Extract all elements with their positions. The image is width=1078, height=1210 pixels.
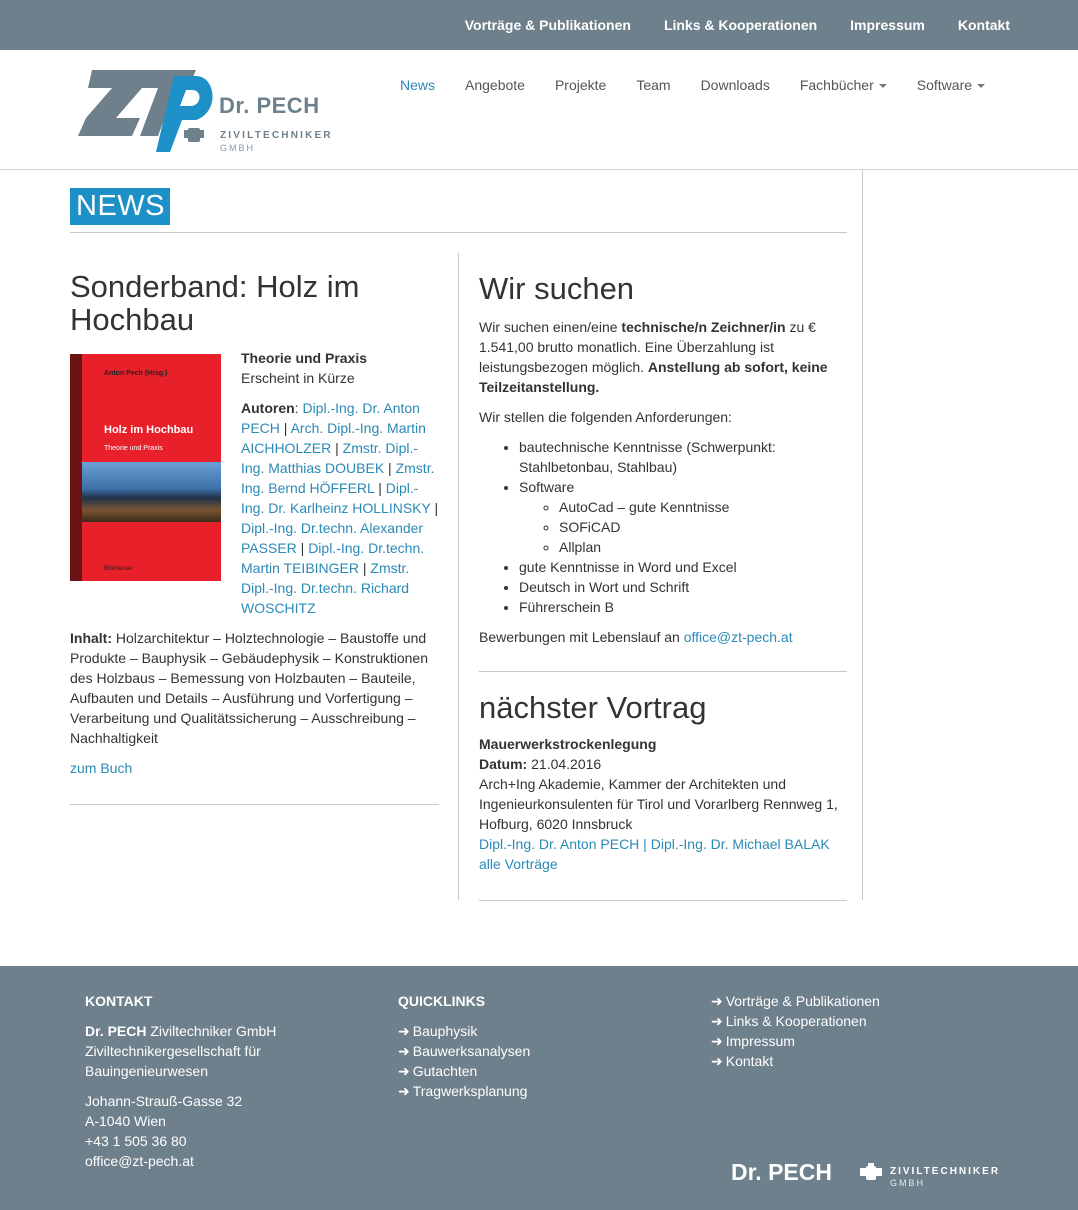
arrow-right-icon: ➜	[398, 1083, 410, 1099]
author-separator: |	[430, 500, 439, 516]
caret-down-icon	[879, 84, 887, 88]
book-status: Erscheint in Kürze	[241, 370, 355, 386]
jobs-terms: Anstellung ab sofort, keine Teilzeitanstellung.	[479, 359, 828, 395]
top-bar	[0, 0, 1078, 50]
logo-subtitle: ZIVILTECHNIKER	[220, 130, 333, 141]
talk-date-label: Datum:	[479, 756, 528, 772]
author-link[interactable]: Dipl.-Ing. Dr.techn. Alexander PASSER	[241, 520, 424, 556]
book-title: Sonderband: Holz im Hochbau	[70, 269, 360, 337]
book-cover-image	[70, 354, 221, 581]
footer-quicklinks-heading: QUICKLINKS	[398, 993, 486, 1009]
author-separator: |	[331, 440, 343, 456]
quicklinks-list	[398, 1021, 648, 1101]
quicklink-bauphysik[interactable]: ➜ Bauphysik	[398, 1023, 478, 1039]
divider	[479, 671, 847, 672]
top-nav-kontakt[interactable]: Kontakt	[957, 17, 1010, 33]
author-link[interactable]: Dipl.-Ing. Dr.techn. Martin TEIBINGER	[241, 540, 425, 576]
list-item: • gute Kenntnisse in Word und Excel	[519, 557, 847, 577]
footer-logo	[731, 1159, 1001, 1192]
footer-link-kontakt[interactable]: ➜ Kontakt	[711, 1053, 774, 1069]
author-link[interactable]: Dipl.-Ing. Dr. Karlheinz HOLLINSKY	[241, 480, 431, 516]
list-item	[519, 477, 847, 557]
talk-location: Arch+Ing Akademie, Kammer der Architekten und Ingenieurkonsulenten für Tirol und Vorarlberg Rennweg 1, Hofburg, 6020 Innsbruck	[479, 776, 838, 832]
author-separator: |	[359, 560, 371, 576]
footer-logo-suffix: GMBH	[890, 1178, 925, 1188]
jobs-article	[479, 270, 847, 657]
apply-text: Bewerbungen mit Lebenslauf an	[479, 629, 684, 645]
book-content-text: Holzarchitektur – Holztechnologie – Baustoffe und Produkte – Bauphysik – Gebäudephysik – Konstruktionen des Holzbaus – Bemessung von Holzbauten – Bauteile, Aufbauten und Details – Ausführung und Vorfertigung – Verarbeitung und Qualitätssicherung – Ausschreibung – Nachhaltigkeit	[70, 630, 429, 746]
talk-article	[479, 689, 847, 874]
zt-logo-mark-icon	[78, 68, 218, 152]
nav-software[interactable]	[917, 75, 985, 95]
footer-link-links[interactable]: ➜ Links & Kooperationen	[711, 1013, 867, 1029]
jobs-intro-text: Wir suchen einen/eine	[479, 319, 622, 335]
nav-angebote[interactable]: Angebote	[465, 77, 525, 93]
list-item: ◦ Allplan	[559, 537, 847, 557]
nav-team[interactable]: Team	[636, 77, 671, 93]
quicklink-tragwerksplanung[interactable]: ➜ Tragwerksplanung	[398, 1083, 528, 1099]
footer-city: A-1040 Wien	[85, 1113, 166, 1129]
footer-contact-heading: KONTAKT	[85, 993, 153, 1009]
footer-quicklinks	[398, 991, 648, 1101]
requirements-list	[479, 437, 847, 617]
speaker-link[interactable]: Dipl.-Ing. Dr. Anton PECH	[479, 836, 640, 852]
footer-logo-name: Dr. PECH	[731, 1159, 832, 1185]
logo-suffix: GMBH	[220, 143, 255, 153]
nav-fachbuecher-label: Fachbücher	[799, 77, 874, 93]
list-item: • Führerschein B	[519, 597, 847, 617]
talk-details	[479, 734, 847, 874]
requirement-software: Software	[519, 479, 575, 495]
arrow-right-icon: ➜	[398, 1023, 410, 1039]
authors-label: Autoren	[241, 400, 295, 416]
cover-author: Anton Pech (Hrsg.)	[104, 370, 168, 377]
quicklink-bauwerksanalysen[interactable]: ➜ Bauwerksanalysen	[398, 1043, 531, 1059]
talk-date: 21.04.2016	[531, 756, 602, 772]
caret-down-icon	[977, 84, 985, 88]
header	[0, 50, 1078, 170]
footer-contact	[85, 991, 305, 1181]
list-item: • bautechnische Kenntnisse (Schwerpunkt: Stahlbetonbau, Stahlbau)	[519, 437, 847, 477]
apply-email-link[interactable]: office@zt-pech.at	[683, 629, 793, 645]
footer-phone[interactable]: +43 1 505 36 80	[85, 1133, 187, 1149]
footer-company-desc: Ziviltechnikergesellschaft für Bauingenieurwesen	[85, 1043, 261, 1079]
list-item: ◦ AutoCad – gute Kenntnisse	[559, 497, 847, 517]
divider	[70, 232, 847, 233]
page-title: NEWS	[70, 188, 170, 225]
all-talks-link[interactable]: alle Vorträge	[479, 856, 558, 872]
speaker-link[interactable]: Dipl.-Ing. Dr. Michael BALAK	[650, 836, 830, 852]
book-authors: Autoren: Dipl.-Ing. Dr. Anton PECH | Arch. Dipl.-Ing. Martin AICHHOLZER | Zmstr. Dipl.-Ing. Matthias DOUBEK | Zmstr. Ing. Bernd HÖFFERL | Dipl.-Ing. Dr. Karlheinz HOLLINSKY | Dipl.-Ing. Dr.techn. Alexander PASSER | Dipl.-Ing. Dr.techn. Martin TEIBINGER | Zmstr. Dipl.-Ing. Dr.techn. Richard WOSCHITZ	[241, 400, 439, 616]
footer-link-impressum[interactable]: ➜ Impressum	[711, 1033, 795, 1049]
footer-street: Johann-Strauß-Gasse 32	[85, 1093, 243, 1109]
cover-photo	[82, 462, 221, 522]
top-nav-vortraege[interactable]: Vorträge & Publikationen	[464, 17, 631, 33]
footer-address	[85, 1091, 305, 1171]
footer-link-vortraege[interactable]: ➜ Vorträge & Publikationen	[711, 993, 880, 1009]
footer-company	[85, 1021, 305, 1081]
top-nav-links[interactable]: Links & Kooperationen	[663, 17, 818, 33]
footer-links-list	[711, 991, 1011, 1071]
author-link[interactable]: Zmstr. Ing. Bernd HÖFFERL	[241, 460, 435, 496]
book-content	[70, 628, 439, 788]
sidebar-border	[862, 170, 863, 900]
speaker-separator: |	[639, 836, 651, 852]
divider	[479, 900, 847, 901]
arrow-right-icon: ➜	[398, 1043, 410, 1059]
top-nav-impressum[interactable]: Impressum	[850, 17, 925, 33]
quicklink-gutachten[interactable]: ➜ Gutachten	[398, 1063, 478, 1079]
eagle-icon	[859, 1163, 883, 1185]
arrow-right-icon: ➜	[398, 1063, 410, 1079]
author-link[interactable]: Zmstr. Dipl.-Ing. Dr.techn. Richard WOSCHITZ	[241, 560, 410, 616]
jobs-title: Wir suchen	[479, 271, 635, 306]
footer-email[interactable]: office@zt-pech.at	[85, 1153, 194, 1169]
cover-subtitle: Theorie und Praxis	[104, 445, 163, 452]
top-nav	[432, 15, 1010, 35]
list-item: ◦ SOFiCAD	[559, 517, 847, 537]
footer-links	[711, 991, 1011, 1071]
jobs-position: technische/n Zeichner/in	[621, 319, 786, 335]
software-list	[519, 497, 847, 557]
book-meta	[241, 348, 439, 628]
nav-news[interactable]: News	[400, 77, 436, 93]
author-separator: |	[296, 540, 309, 556]
cover-publisher: Birkhäuser	[104, 566, 133, 572]
main-nav	[400, 75, 1015, 95]
content-label: Inhalt:	[70, 630, 112, 646]
list-item: • Deutsch in Wort und Schrift	[519, 577, 847, 597]
arrow-right-icon: ➜	[711, 1013, 723, 1029]
talk-name: Mauerwerkstrockenlegung	[479, 736, 657, 752]
arrow-right-icon: ➜	[711, 1033, 723, 1049]
jobs-intro-text: zu € 1.541,00 brutto monatlich. Eine Überzahlung ist leistungsbezogen möglich.	[479, 319, 816, 375]
divider	[70, 804, 439, 805]
nav-fachbuecher[interactable]	[800, 75, 887, 95]
author-separator: |	[384, 460, 396, 476]
arrow-right-icon: ➜	[711, 1053, 723, 1069]
author-link[interactable]: Dipl.-Ing. Dr. Anton PECH	[241, 400, 420, 436]
jobs-apply	[479, 627, 847, 647]
footer-company-type: Ziviltechniker GmbH	[146, 1023, 277, 1039]
book-link[interactable]: zum Buch	[70, 760, 133, 776]
nav-downloads[interactable]: Downloads	[700, 77, 770, 93]
author-link[interactable]: Arch. Dipl.-Ing. Martin AICHHOLZER	[241, 420, 426, 456]
footer-logo-subtitle: ZIVILTECHNIKER	[890, 1166, 1001, 1177]
talk-title: nächster Vortrag	[479, 690, 707, 725]
author-separator: |	[374, 480, 386, 496]
cover-title: Holz im Hochbau	[104, 424, 194, 436]
logo[interactable]	[78, 68, 333, 153]
book-article	[70, 269, 439, 776]
footer-company-name: Dr. PECH	[85, 1023, 147, 1039]
jobs-requirements-intro: Wir stellen die folgenden Anforderungen:	[479, 409, 732, 425]
column-divider	[458, 253, 459, 900]
author-separator: |	[279, 420, 291, 436]
jobs-intro	[479, 317, 847, 397]
footer	[0, 966, 1078, 1210]
arrow-right-icon: ➜	[711, 993, 723, 1009]
nav-projekte[interactable]: Projekte	[554, 77, 607, 93]
nav-software-label: Software	[916, 77, 973, 93]
logo-name: Dr. PECH	[219, 93, 320, 118]
book-subtitle: Theorie und Praxis	[241, 350, 368, 366]
author-link[interactable]: Zmstr. Dipl.-Ing. Matthias DOUBEK	[241, 440, 419, 476]
